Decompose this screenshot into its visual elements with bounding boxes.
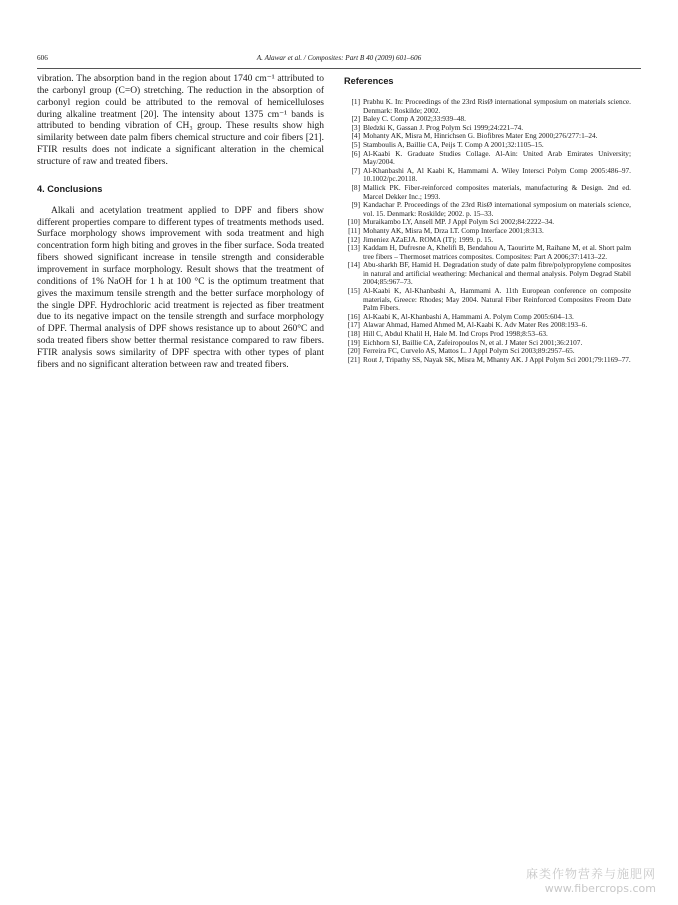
reference-number: [10] — [347, 217, 360, 227]
reference-text: Al-Kaabi K, Al-Khanbashi A, Hammami A. 11th European conference on composite materials, Greece: Rhodes; May 2004. Natural Fiber Reinforced Composites Freom Date Palm Fibers. — [363, 286, 631, 313]
reference-number: [21] — [347, 354, 360, 364]
reference-text: Muraikambo LY, Ansell MP. J Appl Polym Sci 2002;84:2222–34. — [363, 217, 555, 227]
reference-number: [8] — [351, 182, 360, 192]
references-heading: References — [344, 76, 394, 86]
reference-number: [2] — [351, 114, 360, 124]
reference-number: [20] — [347, 346, 360, 356]
reference-item — [344, 184, 631, 201]
watermark-title: 麻类作物营养与施肥网 — [525, 867, 656, 881]
ftir-paragraph: vibration. The absorption band in the region about 1740 cm⁻¹ attributed to the carbonyl group (C=O) stretching. The reduction in the absorption of carbonyl region could be attributed to the removal of hemicelluloses during alkaline treatment [20]. The intensity about 1375 cm⁻¹ bands is attributed to bending vibration of CH₃ group. These results show high similarity between date palm fibers chemical structure and coir fibers [21]. FTIR results does not indicate a significant alteration in the chemical structure of raw and treated fibers. — [37, 74, 324, 167]
reference-text: Jimeniez AZaEJA. ROMA (IT); 1999. p. 15. — [363, 234, 494, 244]
reference-text: Bledzki K, Gassan J. Prog Polym Sci 1999;24:221–74. — [363, 122, 524, 132]
reference-item — [344, 150, 631, 167]
reference-number: [6] — [351, 148, 360, 158]
reference-text: Eichhorn SJ, Baillie CA, Zafeiropoulos N, et al. J Mater Sci 2001;36:2107. — [363, 337, 583, 347]
reference-text: Abu-sharkh BF, Hamid H. Degradation study of date palm fibre/polypropylene composites in natural and artificial weathering: Mechanical and thermal analysis. Polym Degrad Stabil 2004;85:967–73. — [363, 260, 631, 287]
reference-number: [12] — [347, 234, 360, 244]
reference-number: [19] — [347, 337, 360, 347]
reference-number: [7] — [351, 165, 360, 175]
reference-text: Mohanty AK, Misra M, Hinrichsen G. Biofibres Mater Eng 2000;276/277:1–24. — [363, 131, 598, 141]
reference-item — [344, 201, 631, 218]
watermark-url: www.fibercrops.com — [544, 882, 656, 895]
reference-text: Baley C. Comp A 2002;33:939–48. — [363, 114, 466, 124]
reference-text: Mallick PK. Fiber-reinforced composites materials, manufacturing & Design. 2nd ed. Marcel Dekker Inc.; 1993. — [363, 182, 631, 201]
reference-text: Alawar Ahmad, Hamed Ahmed M, Al-Kaabi K. Adv Mater Res 2008:193–6. — [363, 320, 588, 330]
reference-number: [13] — [347, 243, 360, 253]
reference-text: Al-Kaabi K, Al-Khanbashi A, Hammami A. Polym Comp 2005:604–13. — [363, 311, 574, 321]
watermark — [526, 865, 656, 895]
reference-number: [18] — [347, 329, 360, 339]
page-number: 606 — [37, 54, 48, 62]
reference-text: Stamboulis A, Baillie CA, Peijs T. Comp A 2001;32:1105–15. — [363, 139, 544, 149]
running-header — [37, 54, 641, 66]
reference-text: Prabhu K. In: Proceedings of the 23rd RisØ international symposium on materials science. Denmark: Roskilde; 2002. — [363, 97, 631, 115]
reference-item — [344, 98, 631, 115]
reference-list — [344, 98, 631, 364]
reference-text: Al-Khanbashi A, Al Kaabi K, Hammami A. Wiley Intersci Polym Comp 2005:486–97. 10.1002/pc.20118. — [363, 165, 631, 184]
reference-item — [344, 261, 631, 287]
section-heading: 4. Conclusions — [37, 183, 103, 194]
conclusions-paragraph: Alkali and acetylation treatment applied to DPF and fibers show different properties compare to different types of treatments methods used. Surface morphology shows improvement with soda treatment and high concentration form high biting and groves in the fiber surface. Soda treated fibers showed significant increase in tensile strength and considerable improvement in surface morphology. Result shows that the treatment of conditions of 1% NaOH for 1 h at 100 °C is the optimum treatment that gives the maximum tensile strength and the better surface morphology of the single DPF. Hydrochloric acid treatment is rejected as fiber treatment due to its negative impact on the tensile strength and surface morphology of DPF. Thermal analysis of DPF shows resistance up to about 260°C and soda treated fibers show better thermal resistance compared to raw fibers. FTIR analysis sows similarity of DPF spectra with other types of plant fibers and no significant alteration between raw and treated fibers. — [37, 205, 324, 370]
reference-text: Kandachar P. Proceedings of the 23rd RisØ international symposium on materials science, vol. 15. Denmark: Roskilde; 2002. p. 15–33. — [363, 200, 631, 218]
reference-number: [4] — [351, 131, 360, 141]
reference-text: Hill C, Abdul Khalil H, Hale M. Ind Crops Prod 1998;8:53–63. — [363, 329, 548, 339]
reference-number: [15] — [347, 286, 360, 296]
reference-item — [344, 244, 631, 261]
reference-item — [344, 287, 631, 313]
reference-number: [11] — [348, 225, 360, 235]
reference-text: Al-Kaabi K. Graduate Studies Collage. Al-Ain: United Arab Emirates University; May/2004. — [363, 148, 631, 167]
reference-number: [5] — [351, 139, 360, 149]
reference-number: [9] — [351, 200, 360, 210]
reference-text: Ferreira FC, Curvelo AS, Mattos L. J Appl Polym Sci 2003;89:2957–65. — [363, 346, 575, 356]
reference-text: Rout J, Tripathy SS, Nayak SK, Misra M, Mhanty AK. J Appl Polym Sci 2001;79:1169–77. — [363, 354, 631, 364]
header-rule — [37, 68, 641, 69]
journal-citation: A. Alawar et al. / Composites: Part B 40 (2009) 601–606 — [256, 54, 422, 62]
right-column — [344, 74, 631, 364]
left-column — [37, 74, 324, 372]
reference-item — [344, 167, 631, 184]
reference-item — [344, 356, 631, 365]
reference-number: [3] — [351, 122, 360, 132]
reference-number: [1] — [351, 97, 360, 106]
reference-text: Kaddam H, Dufresne A, Khelifi B, Bendahou A, Taourirte M, Raihane M, et al. Short palm tree fibers – Thermoset matrices composites. Composites: Part A 2006;37:1413–22. — [363, 243, 631, 261]
reference-number: [14] — [347, 260, 360, 270]
reference-text: Mohanty AK, Misra M, Drza LT. Comp Interface 2001;8:313. — [363, 225, 544, 235]
reference-number: [16] — [347, 311, 360, 321]
reference-number: [17] — [347, 320, 360, 330]
